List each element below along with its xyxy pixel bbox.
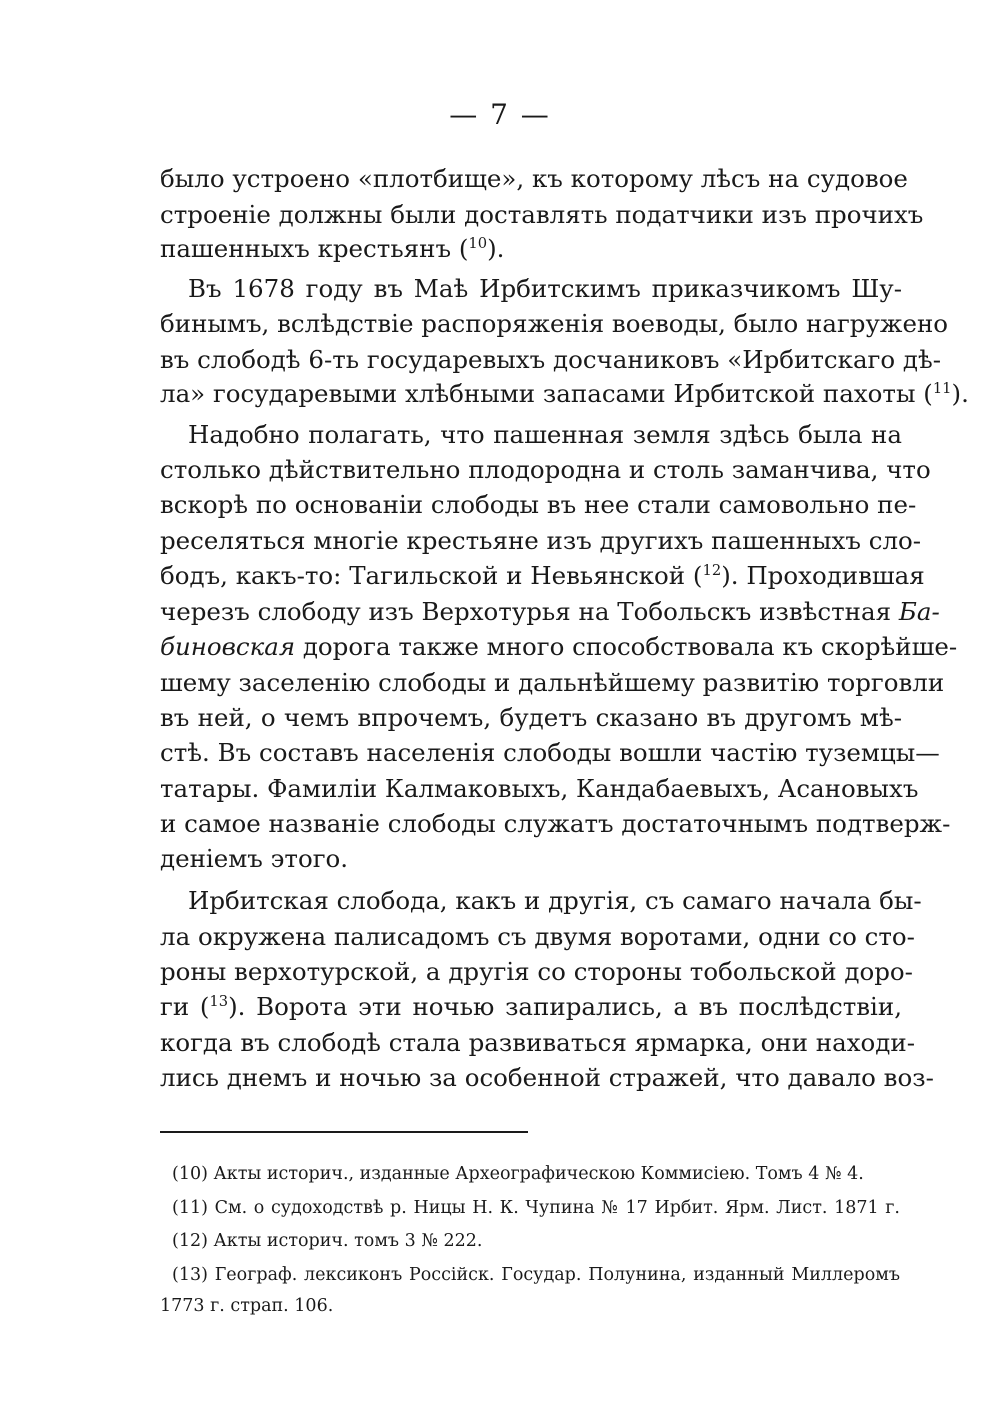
text-line xyxy=(160,990,902,1024)
text-line xyxy=(160,232,902,266)
text-line: вскорѣ по основаніи слободы въ нее стали самовольно пе- xyxy=(160,490,917,519)
footnote-ref: 11 xyxy=(932,379,952,397)
footnote xyxy=(172,1196,900,1220)
text-segment: черезъ слободу изъ Верхотурья на Тобольскъ извѣстная xyxy=(160,597,899,626)
text-line: ла окружена палисадомъ съ двумя воротами, одни со сто- xyxy=(160,922,915,951)
text-segment: ). Ворота эти ночью запирались, а въ послѣдствіи, xyxy=(228,992,902,1021)
text-line: Ирбитская слобода, какъ и другія, съ самаго начала бы- xyxy=(188,886,922,915)
text-line: татары. Фамиліи Калмаковыхъ, Кандабаевыхъ, Асановыхъ xyxy=(160,774,919,803)
text-line xyxy=(160,630,958,664)
footnote-ref: 12 xyxy=(702,561,722,579)
footnote-mark: (13) xyxy=(172,1265,208,1285)
text-line: деніемъ этого. xyxy=(160,844,349,873)
text-line: Въ 1678 году въ Маѣ Ирбитскимъ приказчикомъ Шу- xyxy=(188,274,902,303)
footnote-text: Географ. лексиконъ Россійск. Государ. Полунина, изданный Миллеромъ xyxy=(207,1265,900,1285)
text-segment: ги ( xyxy=(160,992,210,1021)
text-line: реселяться многіе крестьяне изъ другихъ пашенныхъ сло- xyxy=(160,526,922,555)
text-line: строеніе должны были доставлять податчики изъ прочихъ xyxy=(160,200,924,229)
italic-text: биновская xyxy=(160,632,296,661)
footnote xyxy=(172,1263,900,1287)
text-line: когда въ слободѣ стала развиваться ярмарка, они находи- xyxy=(160,1028,915,1057)
footnote-mark: (10) xyxy=(172,1164,208,1184)
text-line xyxy=(160,595,940,629)
text-segment: ). xyxy=(487,234,505,263)
footnote-divider xyxy=(160,1131,528,1133)
text-line: въ ней, о чемъ впрочемъ, будетъ сказано въ другомъ мѣ- xyxy=(160,703,902,732)
page-number: — 7 — xyxy=(449,98,551,131)
text-line: столько дѣйствительно плодородна и столь заманчива, что xyxy=(160,455,931,484)
text-line: роны верхотурской, а другія со стороны тобольской доро- xyxy=(160,957,913,986)
text-line: и самое названіе слободы служатъ достаточнымъ подтверж- xyxy=(160,809,951,838)
text-segment: бодъ, какъ-то: Тагильской и Невьянской ( xyxy=(160,561,703,590)
text-line: было устроено «плотбище», къ которому лѣсъ на судовое xyxy=(160,164,908,193)
text-line: Надобно полагать, что пашенная земля здѣсь была на xyxy=(188,420,902,449)
footnote-text: См. о судоходствѣ р. Ницы Н. К. Чупина № 17 Ирбит. Ярм. Лист. 1871 г. xyxy=(207,1198,900,1218)
footnote-text: Акты историч., изданные Археографическою Коммисіею. Томъ 4 № 4. xyxy=(207,1164,864,1184)
text-segment: ла» государевыми хлѣбными запасами Ирбитской пахоты ( xyxy=(160,379,933,408)
footnote xyxy=(172,1229,900,1253)
footnote-continuation: 1773 г. страп. 106. xyxy=(160,1296,334,1316)
footnote-ref: 13 xyxy=(209,992,229,1010)
text-line xyxy=(160,559,925,593)
text-line: бинымъ, вслѣдствіе распоряженія воеводы, было нагружено xyxy=(160,309,949,338)
text-segment: ). xyxy=(951,379,969,408)
text-line: шему заселенію слободы и дальнѣйшему развитію торговли xyxy=(160,668,945,697)
text-line: лись днемъ и ночью за особенной стражей, что давало воз- xyxy=(160,1063,934,1092)
text-segment: ). Проходившая xyxy=(721,561,925,590)
footnote-text: Акты историч. томъ 3 № 222. xyxy=(207,1231,483,1251)
text-line xyxy=(160,377,969,411)
footnote-ref: 10 xyxy=(468,234,488,252)
text-line: въ слободѣ 6-ть государевыхъ досчаниковъ «Ирбитскаго дѣ- xyxy=(160,345,942,374)
footnote-mark: (11) xyxy=(172,1198,208,1218)
text-line: стѣ. Въ составъ населенія слободы вошли частію туземцы— xyxy=(160,738,940,767)
footnote xyxy=(172,1162,900,1186)
italic-text: Ба- xyxy=(898,597,940,626)
text-segment: дорога также много способствовала къ скорѣйше- xyxy=(295,632,958,661)
text-segment: пашенныхъ крестьянъ ( xyxy=(160,234,469,263)
footnote-mark: (12) xyxy=(172,1231,208,1251)
